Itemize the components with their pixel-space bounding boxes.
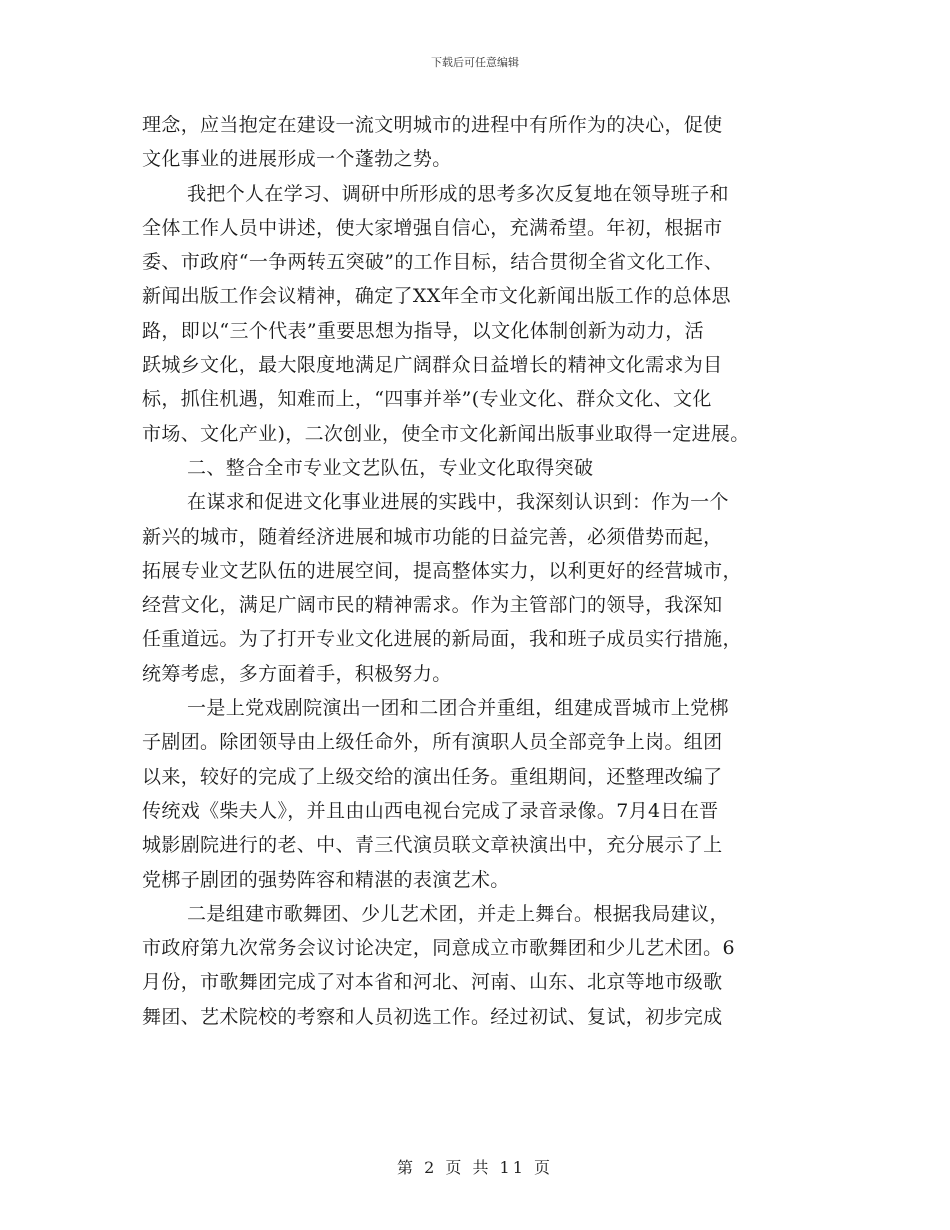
text-line: 子剧团。除团领导由上级任命外，所有演职人员全部竞争上岗。组团 [142, 731, 723, 754]
text-line: 舞团、艺术院校的考察和人员初选工作。经过初试、复试，初步完成 [142, 1005, 723, 1028]
text-line: 党梆子剧团的强势阵容和精湛的表演艺术。 [142, 868, 510, 891]
text-line: 月份，市歌舞团完成了对本省和河北、河南、山东、北京等地市级歌 [142, 971, 723, 994]
text-line: 全体工作人员中讲述，使大家增强自信心，充满希望。年初，根据市 [142, 216, 723, 239]
text-line: 跃城乡文化，最大限度地满足广阔群众日益增长的精神文化需求为目 [142, 354, 723, 377]
text-line: 委、市政府“一争两转五突破”的工作目标，结合贯彻全省文化工作、 [142, 251, 724, 274]
text-line: 路，即以“三个代表”重要思想为指导，以文化体制创新为动力，活 [142, 319, 704, 342]
document-body [142, 108, 812, 1034]
text-line: 市场、文化产业)，二次创业，使全市文化新闻出版事业取得一定进展。 [142, 422, 750, 445]
text-line: 以来，较好的完成了上级交给的演出任务。重组期间，还整理改编了 [142, 765, 723, 788]
text-line: 市政府第九次常务会议讨论决定，同意成立市歌舞团和少儿艺术团。6 [142, 937, 735, 960]
text-line: 二、整合全市专业文艺队伍，专业文化取得突破 [187, 456, 594, 479]
page-footer: 第 2 页 共 11 页 [397, 1158, 553, 1177]
page-header: 下载后可任意编辑 [431, 56, 519, 69]
text-line: 文化事业的进展形成一个蓬勃之势。 [142, 148, 452, 171]
text-line: 在谋求和促进文化事业进展的实践中，我深刻认识到：作为一个 [187, 491, 729, 514]
text-line: 城影剧院进行的老、中、青三代演员联文章袂演出中，充分展示了上 [142, 834, 723, 857]
text-line: 传统戏《柴夫人》，并且由山西电视台完成了录音录像。7月4日在晋 [142, 799, 719, 822]
text-line: 经营文化，满足广阔市民的精神需求。作为主管部门的领导，我深知 [142, 594, 723, 617]
text-line: 统筹考虑，多方面着手，积极努力。 [142, 662, 452, 685]
text-line: 新兴的城市，随着经济进展和城市功能的日益完善，必须借势而起， [142, 525, 723, 548]
text-line: 理念，应当抱定在建设一流文明城市的进程中有所作为的决心，促使 [142, 114, 723, 136]
text-line: 新闻出版工作会议精神，确定了XX年全市文化新闻出版工作的总体思 [142, 285, 731, 308]
text-line: 二是组建市歌舞团、少儿艺术团，并走上舞台。根据我局建议， [187, 902, 729, 925]
text-line: 拓展专业文艺队伍的进展空间，提高整体实力，以利更好的经营城市， [142, 559, 742, 582]
text-line: 任重道远。为了打开专业文化进展的新局面，我和班子成员实行措施， [142, 628, 742, 651]
text-line: 我把个人在学习、调研中所形成的思考多次反复地在领导班子和 [187, 182, 729, 205]
text-line: 一是上党戏剧院演出一团和二团合并重组，组建成晋城市上党梆 [187, 697, 729, 720]
text-line: 标，抓住机遇，知难而上，“四事并举”(专业文化、群众文化、文化 [142, 388, 712, 411]
